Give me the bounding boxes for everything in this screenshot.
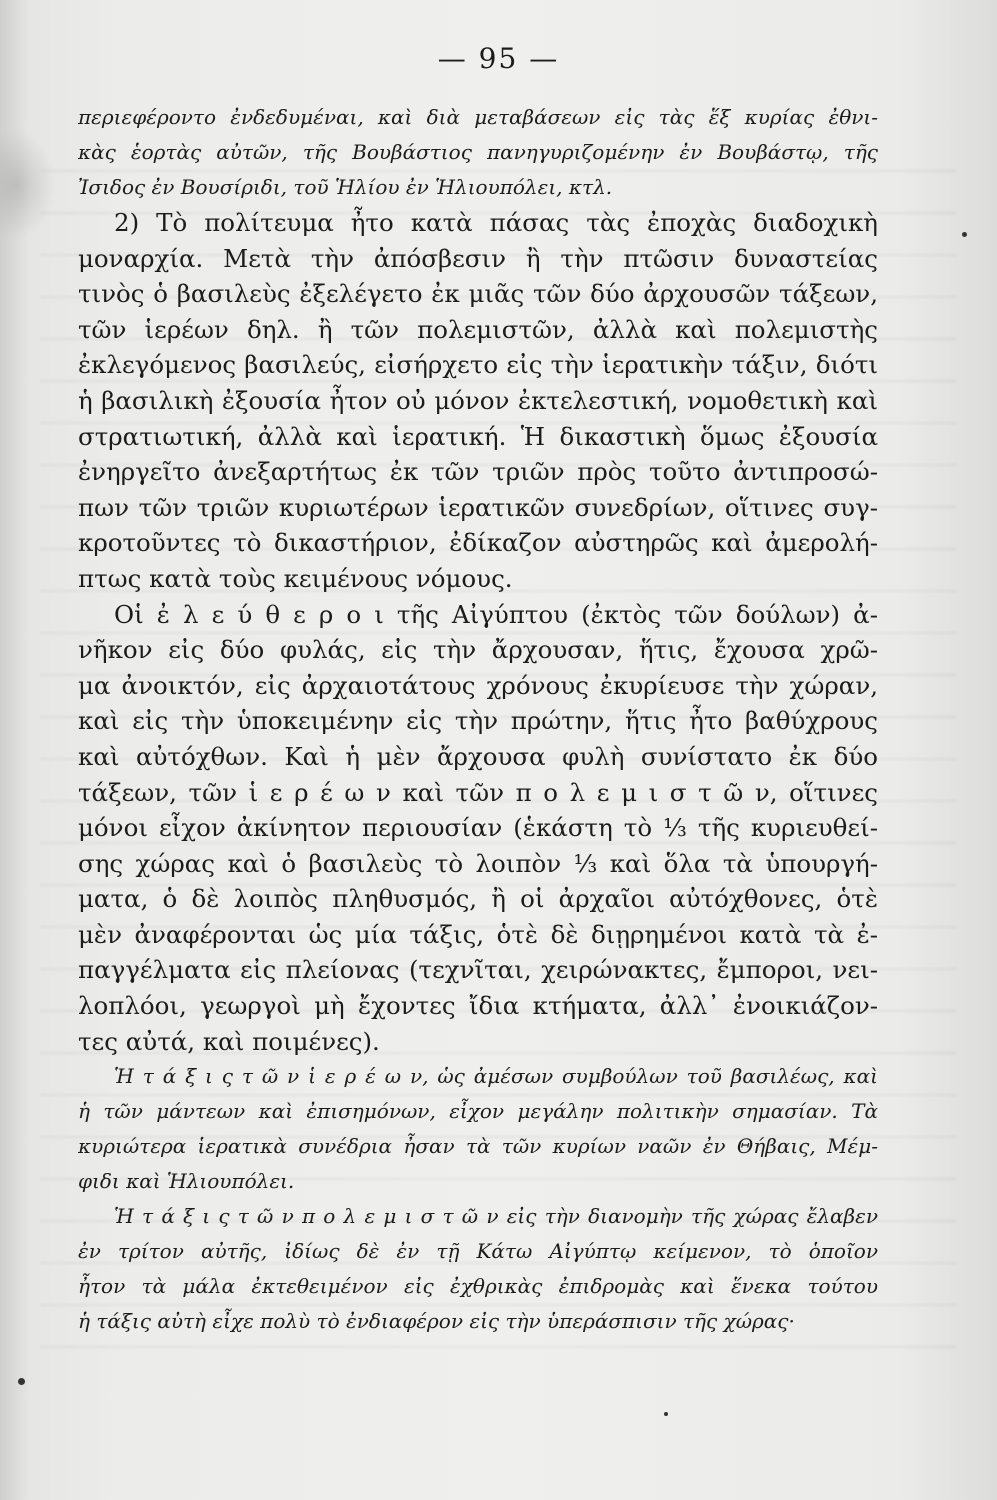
text-line: ἐκλεγόμενος βασιλεύς, εἰσήρχετο εἰς τὴν ἱερατικὴν τάξιν, διότι <box>78 350 878 380</box>
text-line: κυριώτερα ἱερατικὰ συνέδρια ἦσαν τὰ τῶν κυρίων ναῶν ἐν Θήβαις, Μέμ- <box>78 1134 878 1159</box>
text-line: κροτοῦντες τὸ δικαστήριον, ἐδίκαζον αὐστηρῶς καὶ ἀμερολή- <box>78 528 878 558</box>
text-line: λοπλόοι, γεωργοὶ μὴ ἔχοντες ἴδια κτήματα, ἀλλ᾽ ἐνοικιάζον- <box>78 991 878 1021</box>
ink-speck <box>18 1378 25 1385</box>
text-line: μόνοι εἶχον ἀκίνητον περιουσίαν (ἑκάστη τὸ ⅓ τῆς κυριευθεί- <box>78 813 878 843</box>
page-edge-mark <box>0 130 55 240</box>
text-line: τῶν ἱερέων δηλ. ἢ τῶν πολεμιστῶν, ἀλλὰ καὶ πολεμιστὴς <box>78 314 878 344</box>
text-line: ἡ βασιλικὴ ἐξουσία ἦτον οὐ μόνον ἐκτελεστική, νομοθετικὴ καὶ <box>78 385 878 415</box>
page-number: — 95 — <box>437 42 560 75</box>
text-line: σης χώρας καὶ ὁ βασιλεὺς τὸ λοιπὸν ⅓ καὶ ὅλα τὰ ὑπουργή- <box>78 848 878 878</box>
text-line: Ἰσιδος ἐν Βουσίριδι, τοῦ Ἡλίου ἐν Ἡλιουπόλει, κτλ. <box>78 175 613 199</box>
text-line: ἐνηργεῖτο ἀνεξαρτήτως ἐκ τῶν τριῶν πρὸς τοῦτο ἀντιπροσώ- <box>78 457 878 487</box>
text-line: ἡ τάξις αὐτὴ εἶχε πολὺ τὸ ἐνδιαφέρον εἰς τὴν ὑπεράσπισιν τῆς χώρας· <box>78 1309 795 1334</box>
text-line: τάξεων, τῶν ἱ ε ρ έ ω ν καὶ τῶν π ο λ ε μ ι σ τ ῶ ν, οἵτινες <box>78 777 878 807</box>
text-line: νῆκον εἰς δύο φυλάς, εἰς τὴν ἄρχουσαν, ἥτις, ἔχουσα χρῶ- <box>78 635 878 665</box>
text-line: ἡ τῶν μάντεων καὶ ἐπισημόνων, εἶχον μεγάλην πολιτικὴν σημασίαν. Τὰ <box>78 1099 878 1124</box>
text-line: μὲν ἀναφέρονται ὡς μία τάξις, ὁτὲ δὲ διῃρημένοι κατὰ τὰ ἐ- <box>78 919 878 949</box>
text-line: καὶ αὐτόχθων. Καὶ ἡ μὲν ἄρχουσα φυλὴ συνίστατο ἐκ δύο <box>78 741 878 771</box>
text-line: πτως κατὰ τοὺς κειμένους νόμους. <box>78 563 513 593</box>
paragraph-start-line: Ἡ τ ά ξ ι ς τ ῶ ν ἱ ε ρ έ ω ν, ὡς ἀμέσων συμβούλων τοῦ βασιλέως, καὶ <box>114 1064 878 1089</box>
ink-speck <box>962 232 967 237</box>
text-line: πων τῶν τριῶν κυριωτέρων ἱερατικῶν συνεδρίων, οἵτινες συγ- <box>78 492 878 522</box>
text-line: παγγέλματα εἰς πλείονας (τεχνῖται, χειρώνακτες, ἔμποροι, νει- <box>78 955 878 985</box>
text-line: φιδι καὶ Ἡλιουπόλει. <box>78 1169 295 1194</box>
paragraph-start-line: 2) Τὸ πολίτευμα ἦτο κατὰ πάσας τὰς ἐποχὰς διαδοχικὴ <box>114 208 878 237</box>
ink-speck <box>664 1412 668 1416</box>
text-line: ἦτον τὰ μάλα ἐκτεθειμένον εἰς ἐχθρικὰς ἐπιδρομὰς καὶ ἕνεκα τούτου <box>78 1274 878 1299</box>
text-line: ματα, ὁ δὲ λοιπὸς πληθυσμός, ἢ οἱ ἀρχαῖοι αὐτόχθονες, ὁτὲ <box>78 884 878 914</box>
text-line: μοναρχία. Μετὰ τὴν ἀπόσβεσιν ἢ τὴν πτῶσιν δυναστείας <box>78 243 878 273</box>
text-line: ἐν τρίτον αὐτῆς, ἰδίως δὲ ἐν τῇ Κάτω Αἰγύπτῳ κείμενον, τὸ ὁποῖον <box>78 1239 878 1264</box>
text-line: μα ἀνοικτόν, εἰς ἀρχαιοτάτους χρόνους ἐκυρίευσε τὴν χώραν, <box>78 670 878 700</box>
paragraph-start-line: Ἡ τ ά ξ ι ς τ ῶ ν π ο λ ε μ ι σ τ ῶ ν εἰς τὴν διανομὴν τῆς χώρας ἔλαβεν <box>114 1204 878 1229</box>
text-line: τες αὐτά, καὶ ποιμένες). <box>78 1026 380 1056</box>
text-line: τινὸς ὁ βασιλεὺς ἐξελέγετο ἐκ μιᾶς τῶν δύο ἀρχουσῶν τάξεων, <box>78 279 878 309</box>
text-line: κὰς ἑορτὰς αὐτῶν, τῆς Βουβάστιος πανηγυριζομένην ἐν Βουβάστῳ, τῆς <box>78 140 878 164</box>
text-line: στρατιωτική, ἀλλὰ καὶ ἱερατική. Ἡ δικαστικὴ ὅμως ἐξουσία <box>78 421 878 451</box>
text-line: περιεφέροντο ἐνδεδυμέναι, καὶ διὰ μεταβάσεων εἰς τὰς ἕξ κυρίας ἐθνι- <box>78 105 878 129</box>
paragraph-start-line: Οἱ ἐ λ ε ύ θ ε ρ ο ι τῆς Αἰγύπτου (ἐκτὸς τῶν δούλων) ἀ- <box>114 599 878 629</box>
page-body <box>78 100 878 1339</box>
text-line: καὶ εἰς τὴν ὑποκειμένην εἰς τὴν πρώτην, ἥτις ἦτο βαθύχρους <box>78 706 878 736</box>
